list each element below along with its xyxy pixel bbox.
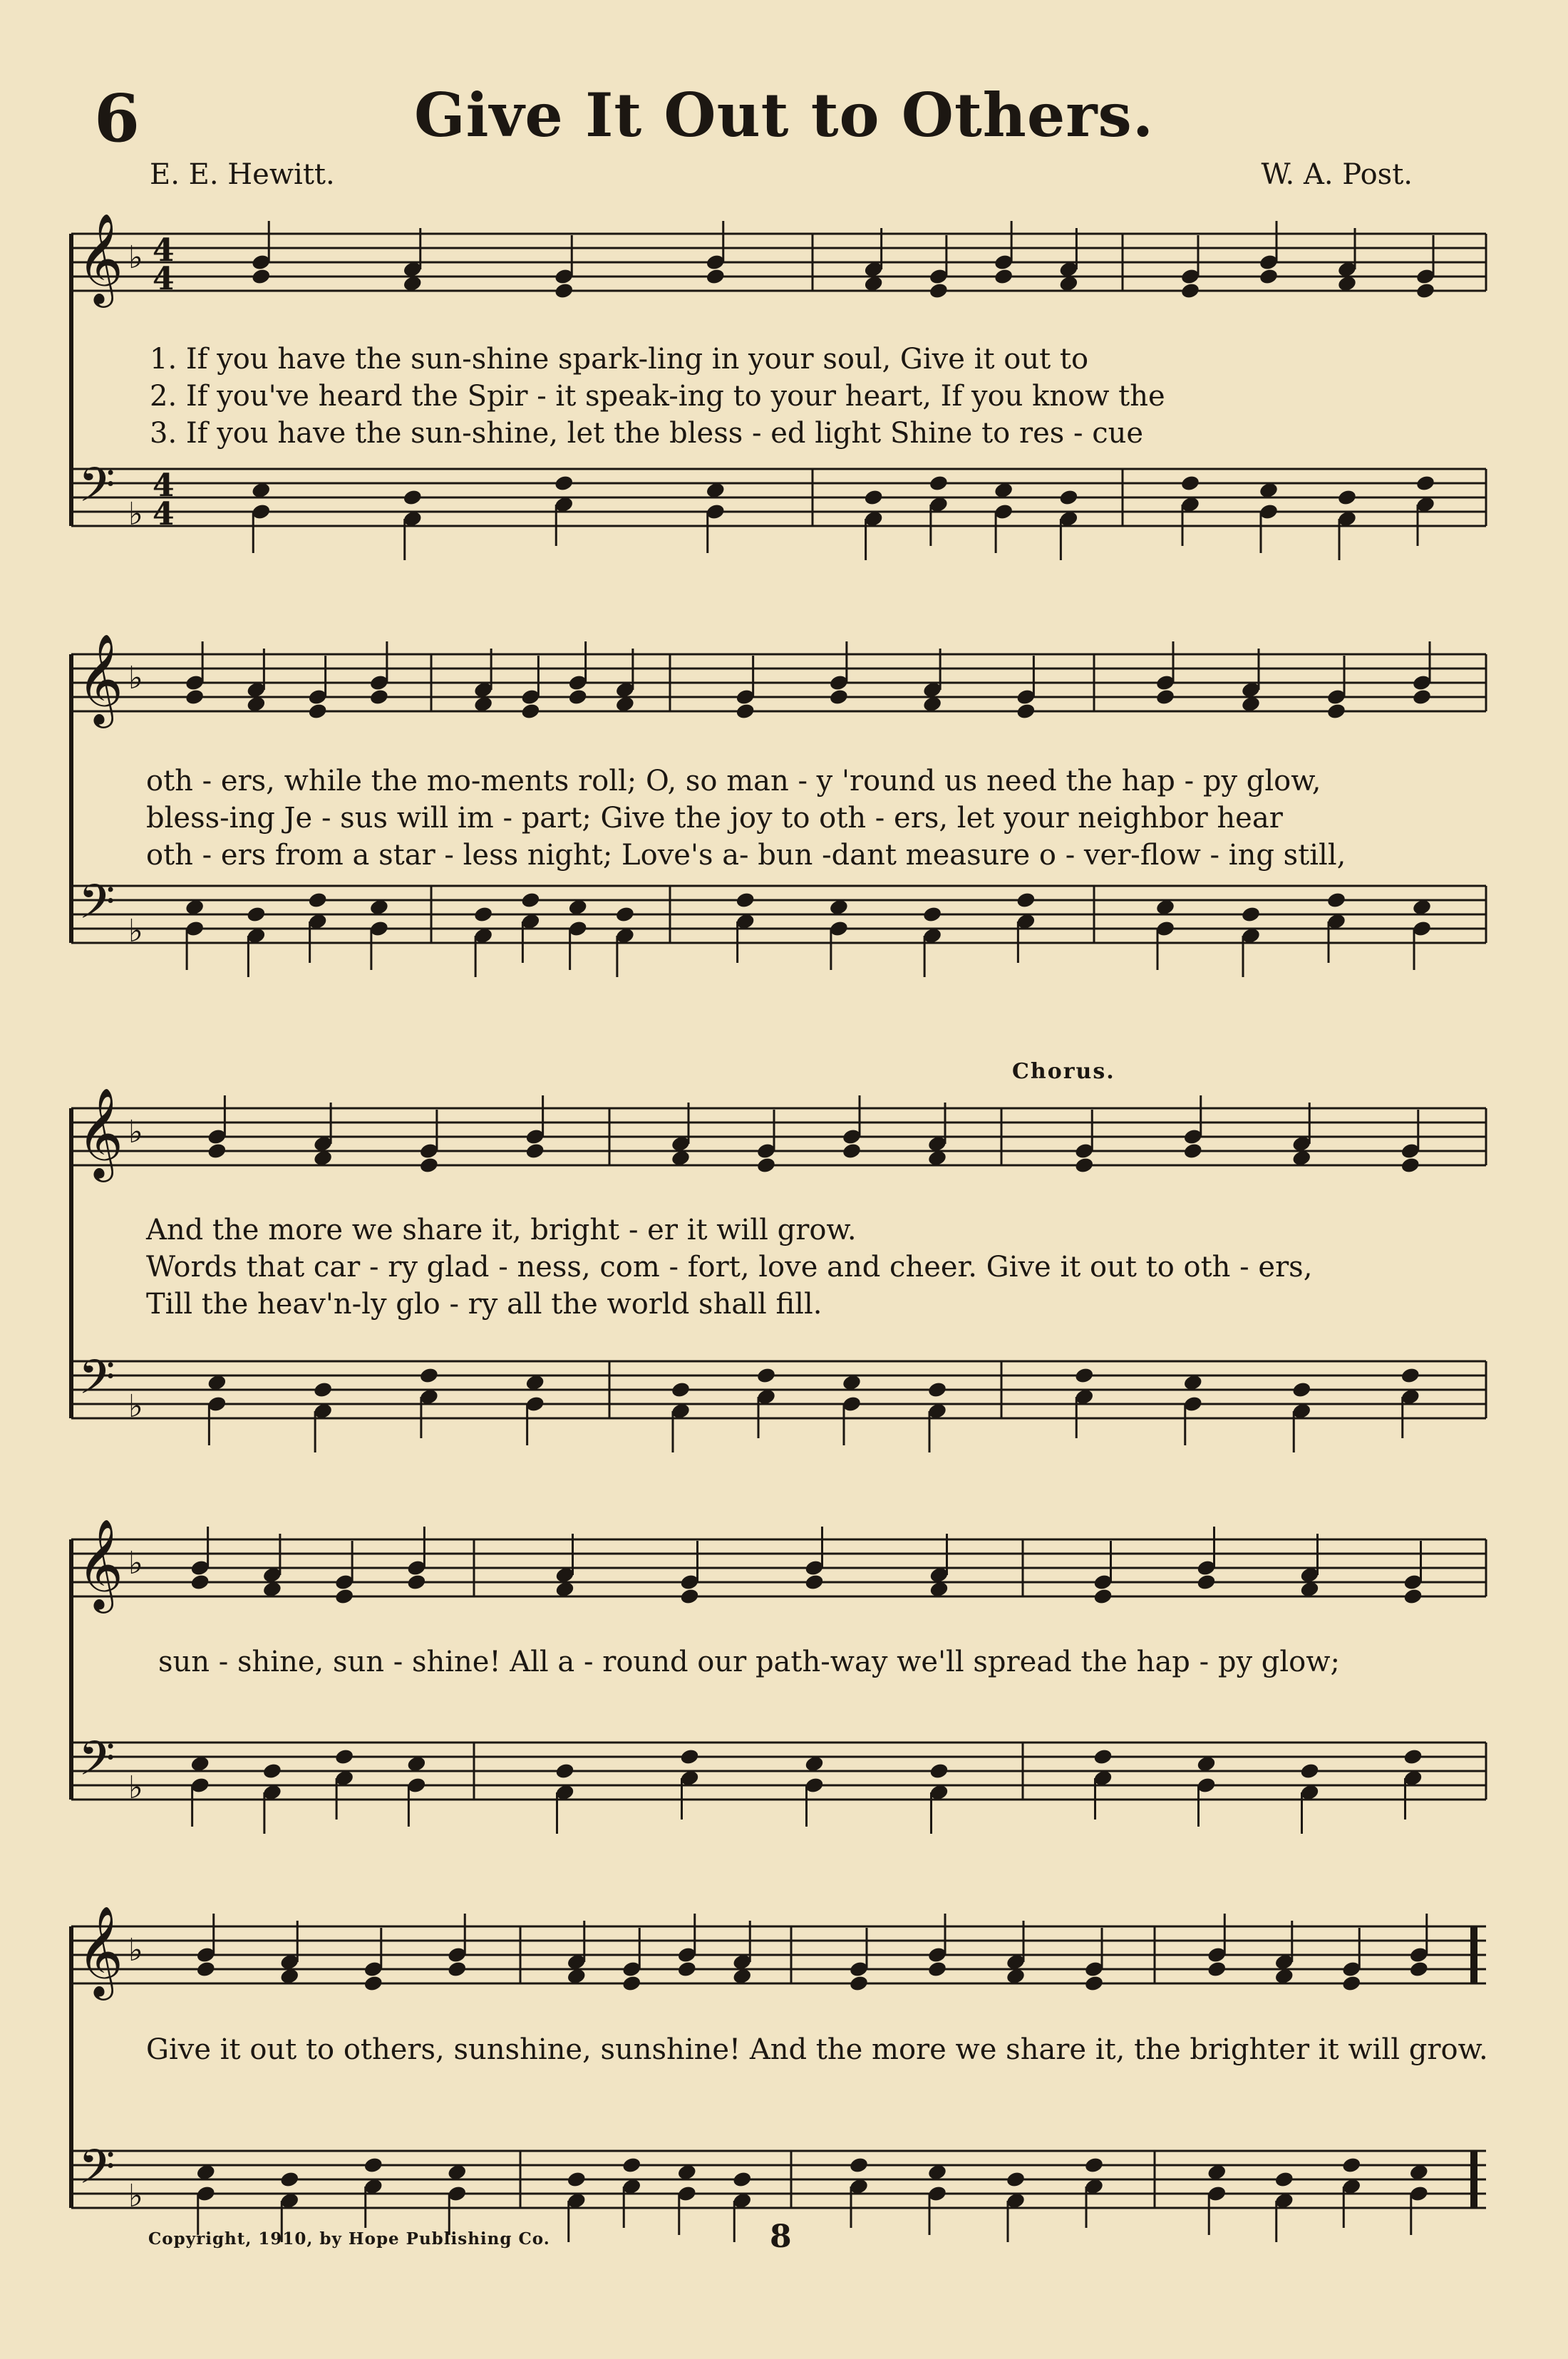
svg-text:♭: ♭: [128, 1114, 143, 1150]
svg-text:𝄞: 𝄞: [77, 1087, 124, 1178]
copyright-notice: Copyright, 1910, by Hope Publishing Co.: [148, 2229, 550, 2249]
chorus-label: Chorus.: [1012, 1059, 1115, 1084]
lyricist: E. E. Hewitt.: [150, 158, 335, 191]
system-3-verse-3: Till the heav'n-ly glo - ry all the world shall fill.: [146, 1288, 822, 1321]
svg-text:♭: ♭: [128, 1932, 143, 1968]
hymn-title: Give It Out to Others.: [413, 80, 1155, 150]
svg-text:𝄞: 𝄞: [77, 212, 124, 304]
svg-text:𝄞: 𝄞: [77, 1518, 124, 1609]
system-3-verse-1: And the more we share it, bright - er it will grow.: [146, 1214, 857, 1246]
svg-text:4: 4: [153, 232, 175, 269]
svg-text:4: 4: [153, 496, 175, 532]
system-3-verse-2: Words that car - ry glad - ness, com - fort, love and cheer. Give it out to oth - ers,: [146, 1251, 1313, 1284]
system-2-lyrics: [146, 763, 1346, 874]
svg-text:♭: ♭: [128, 660, 143, 696]
system-1-verse-1: 1. If you have the sun-shine spark-ling in your soul, Give it out to: [150, 343, 1089, 376]
svg-text:𝄢: 𝄢: [78, 1731, 115, 1797]
svg-text:𝄞: 𝄞: [77, 633, 124, 724]
svg-text:𝄢: 𝄢: [78, 458, 115, 524]
svg-text:♭: ♭: [128, 1770, 143, 1806]
system-4-staves: [0, 1518, 1568, 1860]
svg-text:♭: ♭: [128, 1545, 143, 1581]
system-3-lyrics: [146, 1212, 1312, 1323]
svg-text:4: 4: [153, 468, 175, 504]
system-4-text: sun - shine, sun - shine! All a - round our path-way we'll spread the hap - py glow;: [158, 1646, 1340, 1678]
svg-text:♭: ♭: [128, 2178, 143, 2214]
svg-text:𝄢: 𝄢: [78, 1350, 115, 1416]
system-5-lyrics: [146, 2031, 1488, 2068]
svg-text:𝄞: 𝄞: [77, 1905, 124, 1996]
system-1-verse-2: 2. If you've heard the Spir - it speak-ing to your heart, If you know the: [150, 380, 1165, 413]
system-2-verse-2: bless-ing Je - sus will im - part; Give the joy to oth - ers, let your neighbor hear: [146, 802, 1283, 835]
svg-text:♭: ♭: [128, 913, 143, 949]
page-number: 8: [770, 2219, 792, 2255]
svg-text:♭: ♭: [128, 496, 143, 532]
system-1-verse-3: 3. If you have the sun-shine, let the bless - ed light Shine to res - cue: [150, 417, 1144, 450]
composer: W. A. Post.: [1261, 158, 1413, 191]
system-1-lyrics: [150, 341, 1165, 452]
system-4-lyrics: [158, 1643, 1340, 1681]
system-5-text: Give it out to others, sunshine, sunshine! And the more we share it, the brighter it will grow.: [146, 2033, 1488, 2066]
system-2-verse-1: oth - ers, while the mo-ments roll; O, so man - y 'round us need the hap - py glow,: [146, 765, 1321, 797]
system-2-verse-3: oth - ers from a star - less night; Love's a- bun -dant measure o - ver-flow - ing still,: [146, 839, 1346, 872]
svg-text:♭: ♭: [128, 1388, 143, 1425]
svg-text:4: 4: [153, 261, 175, 297]
svg-text:♭: ♭: [128, 239, 143, 276]
svg-text:𝄢: 𝄢: [78, 874, 115, 941]
system-5-staves: [0, 1905, 1568, 2247]
hymn-number: 6: [94, 80, 140, 157]
svg-text:𝄢: 𝄢: [78, 2139, 115, 2206]
